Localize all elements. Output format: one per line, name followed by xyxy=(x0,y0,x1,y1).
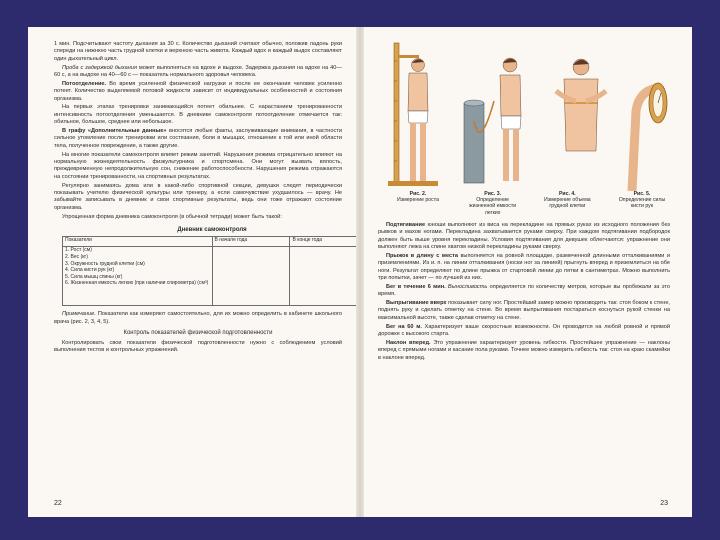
chest-measurement-illustration xyxy=(546,41,616,191)
paragraph: Наклон вперед. Это упражнение характеризует уровень гибкости. Простейшее упражнение — наклоны вперед с прямыми ногами и касание пола руками. Точнее можно измерить гибкость так: стоя на краю скамейки в наклоне вперед. xyxy=(378,339,670,361)
term: Наклон вперед. xyxy=(386,339,431,346)
table-cell xyxy=(212,247,290,306)
figure-captions xyxy=(378,191,670,216)
height-measurement-illustration xyxy=(384,41,454,191)
right-page xyxy=(364,27,692,517)
list-item: 1. Рост (см) xyxy=(65,247,92,254)
paragraph: Упрощенная форма дневника самоконтроля (в обычной тетради) может быть такой: xyxy=(62,213,282,220)
figure-caption: Рис. 4. Измерение объема грудной клетки xyxy=(543,191,591,210)
paragraph: На первых этапах тренировки занимающийся потеет обильнее. С нарастанием тренированности интенсивность потоотделения уменьшается. В дневнике самоконтроля потоотделение отмечается так: обильное, большое, среднее или небольшое. xyxy=(54,104,342,126)
paragraph: Потоотделение. Во время усиленной физической нагрузки и после ее окончания человек усиленно потеет. Количество выделяемой потовой жидкости зависит от индивидуальных особенностей и состояния организма. xyxy=(54,80,342,102)
term: Прыжок в длину с места xyxy=(386,252,458,259)
left-page xyxy=(28,27,356,517)
table-title: Дневник самоконтроля xyxy=(177,227,247,234)
term: В графу «Дополнительные данные» xyxy=(62,128,167,135)
list-item: 6. Жизненная емкость легких (при наличии спирометра) (см³) xyxy=(65,280,209,287)
term: Проба с задержкой дыхания xyxy=(62,64,137,71)
figure-caption: Рис. 3. Определение жизненной емкости легких xyxy=(469,191,517,216)
table-header-row xyxy=(63,237,357,247)
illustrations xyxy=(378,41,670,191)
term: Бег в течение 6 мин. xyxy=(386,283,446,290)
table-cell xyxy=(290,247,356,306)
spirometer-illustration xyxy=(460,41,540,191)
term: Выпрыгивание вверх xyxy=(386,300,447,307)
column-header: Показатели xyxy=(63,237,213,247)
paragraph: Контролировать свои показатели физической подготовленности нужно с соблюдением условий выполнения тестов и контрольных упражнений. xyxy=(54,339,342,354)
left-page-text xyxy=(28,27,356,355)
paragraph: В графу «Дополнительные данные» вносятся любые факты, заслуживающие внимания, в частности сильное утомление после тренировки или состязания, боли в мышцах, отношение к той или иной области тела, полученное повреждение, а также другие. xyxy=(54,128,342,149)
figure-caption: Рис. 5. Определение силы кисти рук xyxy=(618,191,666,210)
term: Примечание. xyxy=(62,311,96,318)
book-spread xyxy=(28,27,692,517)
book-gutter xyxy=(356,27,364,517)
term: Потоотделение. xyxy=(62,80,107,87)
list-item: 3. Окружность грудной клетки (см) xyxy=(65,260,145,267)
figure-caption: Рис. 2. Измерение роста xyxy=(397,191,439,204)
paragraph: 1 мин. Подсчитывают частоту дыхания за 30 с. Количество дыханий считают обычно, положив ладонь руки спереди на нижнюю часть грудной клетки и верхнюю часть живота. Каждый вдох и каждый выдох составляют один дыхательный цикл. xyxy=(54,41,342,62)
paragraph: Бег на 60 м. Характеризует ваше скоростные возможности. Он проводится на любой ровной и прямой дорожке с высокого старта. xyxy=(378,323,670,338)
column-header: В конце года xyxy=(290,237,356,247)
paragraph: Проба с задержкой дыхания может выполняться на вдохе и выдохе. Задержка дыхания на вдохе на 40—60 с, а на выдохе на 40—60 с — показатель нормального здоровья человека. xyxy=(54,64,342,79)
indicator-list xyxy=(63,247,213,306)
page-number: 22 xyxy=(54,500,62,507)
paragraph: Прыжок в длину с места выполняется на ровной площадке, размеченной длинными отталкиваниями и приземлениями. Из и. п. на линии отталкивания (носки ног за линией) прыгнуть вперед и приземлиться на обе ноги. Результат определяют по длине прыжка от стартовой линии до пятки в сантиметрах. Можно выполнить три попытки, зачет — по лучшей из них. xyxy=(378,252,670,282)
paragraph: На многие показатели самоконтроля влияет режим занятий. Нарушения режима отрицательно влияют на нормальную жизнедеятельность физкультурника и спортсмена. Они могут вызвать вялость, преждевременную непродолжительную сон, снижение работоспособности. Нарушения режима отражаются на состоянии тренированности, на спортивных результатах. xyxy=(54,151,342,180)
section-heading: Контроль показателей физической подготовленности xyxy=(123,330,273,337)
diary-table xyxy=(62,236,356,306)
paragraph: Выпрыгивание вверх показывает силу ног. Простейший замер можно производить так: стоя боком к стене, поднять руку и сделать отметку на стене. Во время выпрыгивания постараться коснуться рукой стенки на максимальной высоте, также сделав отметку на стене. xyxy=(378,300,670,321)
list-item: 2. Вес (кг) xyxy=(65,254,88,261)
paragraph: Регулярно занимаясь дома или в какой-либо спортивной секции, девушки следят периодически показывать учителю физической культуры или тренеру, а если самочувствие ухудшилось — врачу. Не забывайте записывать в дневник и свои спортивные результаты, ведь они тоже отражают состояние организма. xyxy=(54,182,342,211)
dynamometer-illustration xyxy=(624,41,674,191)
table-row xyxy=(63,247,357,306)
paragraph: Подтягивание юноши выполняют из виса на перекладине на прямых руках из исходного положения без рывков и махов ногами. Перекладина захватывается руками сверху. При каждом подтягивании подбородок должен быть выше уровня перекладины. Условия подтягивания для девушек облегчаются: упражнение они выполняют лежа на спине хватом низкой перекладины руками сверху. xyxy=(378,221,670,251)
right-page-text xyxy=(364,27,692,362)
paragraph: Бег в течение 6 мин. Выносливость определяется по количеству метров, которые вы пробежали за это время. xyxy=(378,283,670,298)
page-number: 23 xyxy=(660,500,668,507)
column-header: В начале года xyxy=(212,237,290,247)
self-control-diary xyxy=(62,227,356,306)
term: Подтягивание xyxy=(386,221,426,228)
term: Бег на 60 м. xyxy=(386,323,422,330)
list-item: 4. Сила кисти рук (кг) xyxy=(65,267,115,274)
paragraph: Примечание. Показатели как измеряют самостоятельно, для их можно определить в кабинете школьного врача (рис. 2, 3, 4, 5). xyxy=(54,311,342,325)
list-item: 5. Сила мышц спины (кг) xyxy=(65,273,123,280)
